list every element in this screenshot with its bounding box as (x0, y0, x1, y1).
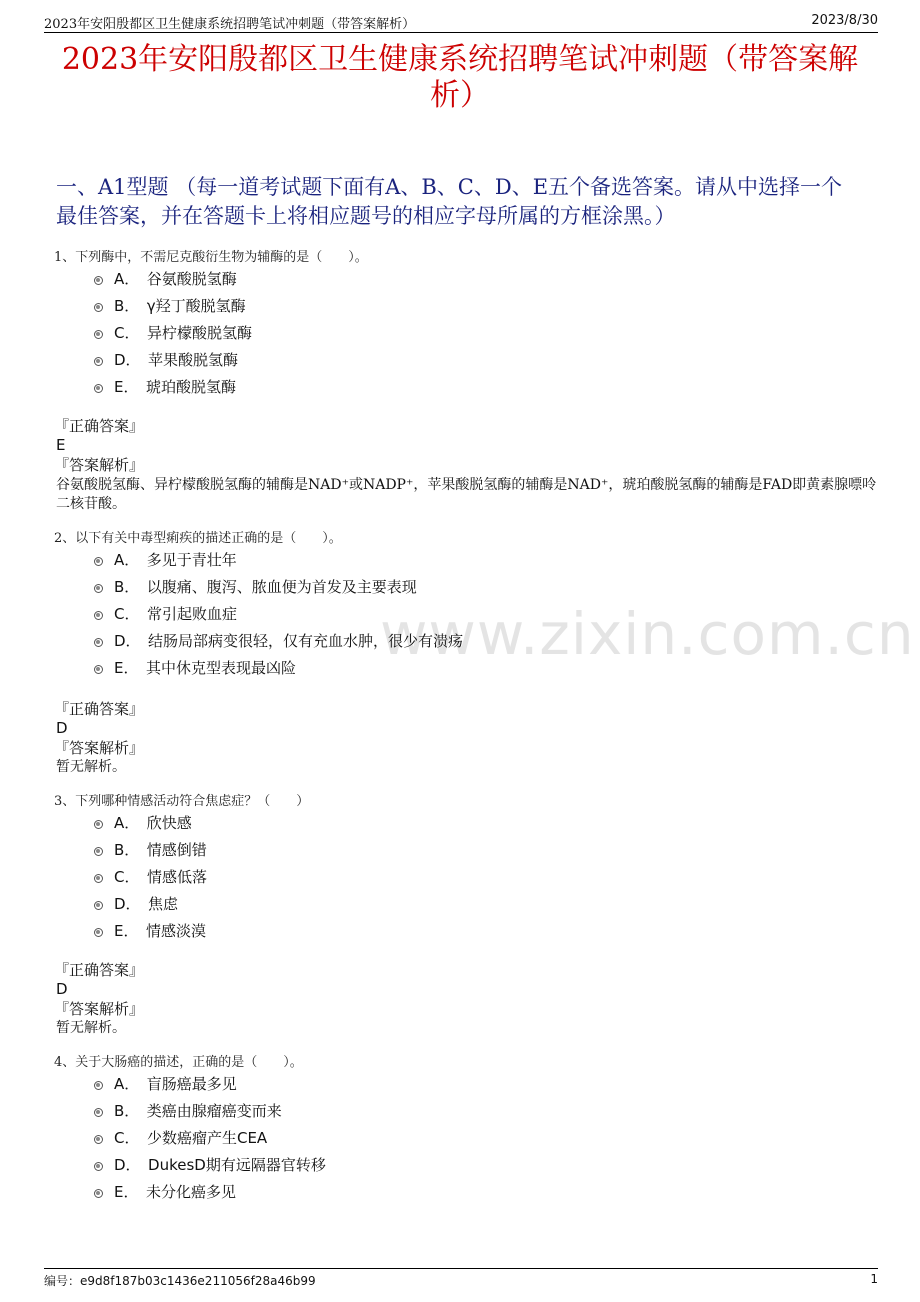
answer-value: E (56, 436, 66, 454)
radio-icon[interactable] (94, 276, 103, 285)
answer-label: 『正确答案』 (54, 700, 145, 718)
question-text: 1、下列酶中，不需尼克酸衍生物为辅酶的是（ ）。 (54, 250, 368, 265)
page-footer (44, 1268, 878, 1289)
radio-icon[interactable] (94, 1108, 103, 1117)
radio-icon[interactable] (94, 901, 103, 910)
analysis-label: 『答案解析』 (54, 739, 145, 757)
page-header (44, 10, 878, 33)
radio-icon[interactable] (94, 330, 103, 339)
document-title: 2023年安阳殷都区卫生健康系统招聘笔试冲刺题（带答案解析） (61, 42, 859, 113)
radio-icon[interactable] (94, 611, 103, 620)
radio-icon[interactable] (94, 665, 103, 674)
analysis-label: 『答案解析』 (54, 1000, 145, 1018)
answer-value: D (56, 980, 68, 998)
radio-icon[interactable] (94, 847, 103, 856)
analysis-text: 暂无解析。 (56, 1020, 126, 1036)
radio-icon[interactable] (94, 557, 103, 566)
radio-icon[interactable] (94, 357, 103, 366)
page-number: 1 (870, 1272, 878, 1286)
radio-icon[interactable] (94, 928, 103, 937)
question-3: 3、下列哪种情感活动符合焦虑症？（ ） A． 欣快感 B． 情感倒错 C． 情感低落 D． 焦虑 E． 情感淡漠 『正确答案』 D 『答案解析』 暂无解析。 (54, 793, 880, 811)
watermark: www.zixin.com.cn (380, 600, 915, 668)
header-date: 2023/8/30 (811, 13, 878, 28)
section-heading: 一、A1型题 （每一道考试题下面有A、B、C、D、E五个备选答案。请从中选择一个最佳答案，并在答题卡上将相应题号的相应字母所属的方框涂黑。） (56, 175, 843, 228)
radio-icon[interactable] (94, 1189, 103, 1198)
analysis-text: 暂无解析。 (56, 759, 126, 775)
header-doc-title: 2023年安阳殷都区卫生健康系统招聘笔试冲刺题（带答案解析） (44, 17, 416, 32)
question-4: 4、关于大肠癌的描述，正确的是（ ）。 A． 盲肠癌最多见 B． 类癌由腺瘤癌变而来 C． 少数癌瘤产生CEA D． DukesD期有远隔器官转移 E． 未分化癌多见 (54, 1054, 880, 1072)
question-1: 1、下列酶中，不需尼克酸衍生物为辅酶的是（ ）。 A． 谷氨酸脱氢酶 B． γ羟丁酸脱氢酶 C． 异柠檬酸脱氢酶 D． 苹果酸脱氢酶 E． 琥珀酸脱氢酶 『正确答案』 E 『答案解析』 谷氨酸脱氢酶、异柠檬酸脱氢酶的辅酶是NAD⁺或NADP⁺，苹果酸脱氢酶的辅酶是NAD⁺，琥珀酸脱氢酶的辅酶是FAD即黄素腺嘌呤二核苷酸。 (54, 249, 880, 267)
radio-icon[interactable] (94, 1162, 103, 1171)
radio-icon[interactable] (94, 584, 103, 593)
analysis-label: 『答案解析』 (54, 456, 145, 474)
radio-icon[interactable] (94, 384, 103, 393)
question-text: 3、下列哪种情感活动符合焦虑症？（ ） (54, 794, 310, 809)
radio-icon[interactable] (94, 874, 103, 883)
answer-label: 『正确答案』 (54, 417, 145, 435)
analysis-text: 谷氨酸脱氢酶、异柠檬酸脱氢酶的辅酶是NAD⁺或NADP⁺，苹果酸脱氢酶的辅酶是NAD⁺，琥珀酸脱氢酶的辅酶是FAD即黄素腺嘌呤二核苷酸。 (56, 477, 877, 512)
answer-label: 『正确答案』 (54, 961, 145, 979)
question-2: 2、以下有关中毒型痢疾的描述正确的是（ ）。 A． 多见于青壮年 B． 以腹痛、腹泻、脓血便为首发及主要表现 C． 常引起败血症 D． 结肠局部病变很轻，仅有充血水肿，很少有溃疡 E． 其中休克型表现最凶险 『正确答案』 D 『答案解析』 暂无解析。 (54, 530, 880, 548)
radio-icon[interactable] (94, 638, 103, 647)
radio-icon[interactable] (94, 820, 103, 829)
answer-value: D (56, 719, 68, 737)
radio-icon[interactable] (94, 1081, 103, 1090)
question-text: 4、关于大肠癌的描述，正确的是（ ）。 (54, 1055, 303, 1070)
question-text: 2、以下有关中毒型痢疾的描述正确的是（ ）。 (54, 531, 342, 546)
radio-icon[interactable] (94, 1135, 103, 1144)
footer-doc-id: 编号：e9d8f187b03c1436e211056f28a46b99 (44, 1274, 316, 1288)
radio-icon[interactable] (94, 303, 103, 312)
